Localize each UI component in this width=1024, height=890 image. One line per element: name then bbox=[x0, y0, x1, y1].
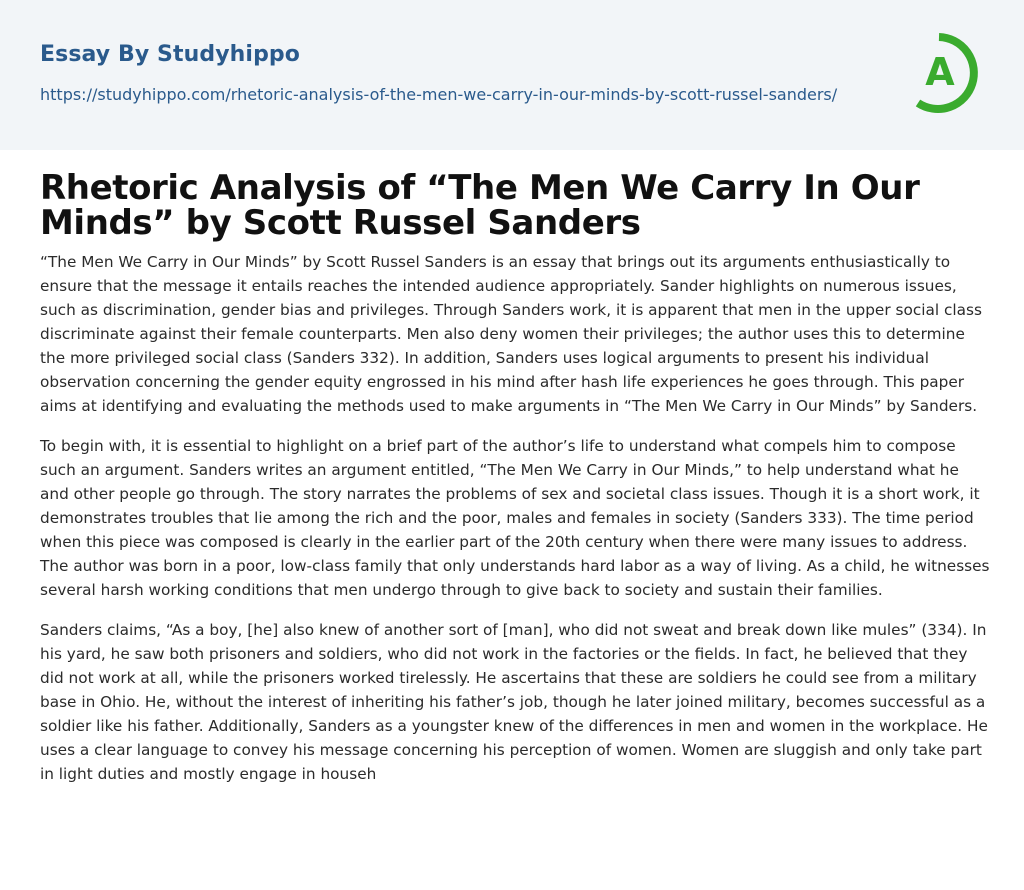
article-paragraph: To begin with, it is essential to highlight on a brief part of the author’s life to understand what compels him to compose such an argument. Sanders writes an argument entitled, “The Men We Carry in Our Minds,” to help understand what he and other people go through. The story narrates the problems of sex and societal class issues. Though it is a short work, it demonstrates troubles that lie among the rich and the poor, males and females in society (Sanders 333). The time period when this piece was composed is clearly in the earlier part of the 20th century when there were many issues to address. The author was born in a poor, low-class family that only understands hard labor as a way of living. As a child, he witnesses several harsh working conditions that men undergo through to give back to society and sustain their families. bbox=[40, 437, 990, 599]
site-brand[interactable]: Essay By Studyhippo bbox=[40, 42, 300, 67]
site-header bbox=[0, 0, 1024, 150]
article-title: Rhetoric Analysis of “The Men We Carry In Our Minds” by Scott Russel Sanders bbox=[40, 168, 920, 243]
studyhippo-logo-icon[interactable] bbox=[906, 27, 990, 117]
essay-url-link[interactable]: https://studyhippo.com/rhetoric-analysis-of-the-men-we-carry-in-our-minds-by-scott-russel-sanders/ bbox=[40, 85, 838, 104]
content-cutoff bbox=[0, 838, 1024, 890]
article-paragraph: “The Men We Carry in Our Minds” by Scott Russel Sanders is an essay that brings out its arguments enthusiastically to ensure that the message it entails reaches the intended audience appropriately. Sander highlights on numerous issues, such as discrimination, gender bias and privileges. Through Sanders work, it is apparent that men in the upper social class discriminate against their female counterparts. Men also deny women their privileges; the author uses this to determine the more privileged social class (Sanders 332). In addition, Sanders uses logical arguments to present his individual observation concerning the gender equity engrossed in his mind after hash life experiences he goes through. This paper aims at identifying and evaluating the methods used to make arguments in “The Men We Carry in Our Minds” by Sanders. bbox=[40, 253, 982, 415]
article-body bbox=[40, 250, 990, 802]
article-paragraph: Sanders claims, “As a boy, [he] also knew of another sort of [man], who did not sweat and break down like mules” (334). In his yard, he saw both prisoners and soldiers, who did not work in the factories or the fields. In fact, he believed that they did not work at all, while the prisoners worked tirelessly. He ascertains that these are soldiers he could see from a military base in Ohio. He, without the interest of inheriting his father’s job, though he later joined military, becomes successful as a soldier like his father. Additionally, Sanders as a youngster knew of the differences in men and women in the workplace. He uses a clear language to convey his message concerning his perception of women. Women are sluggish and only take part in light duties and mostly engage in househ bbox=[40, 621, 988, 783]
svg-text:A: A bbox=[925, 50, 955, 94]
